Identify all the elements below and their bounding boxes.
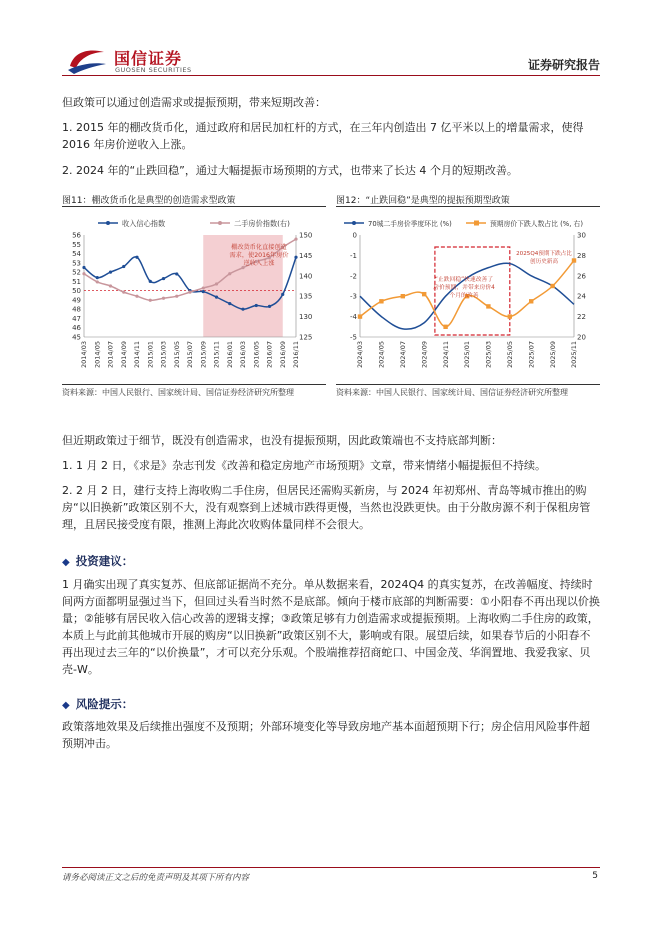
series-1-point (215, 296, 218, 299)
fig11-annotation: 需求，使2016年房价 (229, 252, 289, 259)
y-tick-label-left: -4 (350, 313, 357, 322)
fig12-plot (350, 232, 586, 369)
legend-label-1: 70城二手房价季度环比 (%) (368, 219, 452, 228)
x-tick-label: 2025/01 (463, 341, 472, 369)
invest-section-title (62, 553, 133, 569)
y-tick-label-right: 26 (577, 272, 586, 281)
x-tick-label: 2024/05 (377, 341, 386, 369)
y-tick-label-left: -2 (350, 272, 357, 281)
fig11-chart (62, 209, 328, 384)
fig12-title: 图12：“止跌回稳”是典型的提振预期型政策 (336, 196, 510, 206)
x-tick-label: 2024/07 (399, 341, 407, 369)
paragraph-policy-1: 1. 1 月 2 日，《求是》杂志刊发《改善和稳定房地产市场预期》文章，带来情绪小幅提振但不持续。 (62, 459, 546, 472)
fig12-chart (336, 209, 602, 384)
series-1-point (109, 270, 112, 273)
series-1-point (162, 277, 165, 280)
y-tick-label-left: 55 (72, 240, 81, 249)
series-2-point (422, 292, 426, 296)
series-2-point (358, 314, 362, 318)
series-2-point (175, 295, 178, 298)
y-tick-label-right: 28 (577, 251, 586, 260)
series-1-point (294, 256, 297, 259)
x-tick-label: 2014/07 (106, 341, 115, 369)
diamond-bullet-icon: ◆ (62, 557, 70, 568)
series-1-point (202, 290, 205, 293)
fig11-source: 资料来源：中国人民银行、国家统计局、国信证券经济研究所整理 (62, 388, 294, 397)
series-2-point (215, 282, 218, 285)
fig11-annotation: 棚改货币化直接创造 (231, 244, 287, 251)
x-tick-label: 2014/05 (93, 341, 102, 369)
y-tick-label-left: 47 (72, 314, 81, 323)
y-tick-label-right: 130 (299, 313, 313, 322)
x-tick-label: 2014/11 (133, 341, 142, 369)
series-2-point (202, 286, 205, 289)
y-tick-label-left: 46 (72, 324, 81, 333)
x-tick-label: 2014/09 (119, 341, 128, 369)
x-tick-label: 2016/05 (252, 341, 261, 369)
y-tick-label-left: 54 (72, 250, 81, 259)
report-type: 证券研究报告 (527, 58, 600, 72)
series-1-point (122, 265, 125, 268)
x-tick-label: 2016/09 (278, 341, 287, 369)
series-1-point (175, 272, 178, 275)
fig12-annotation: “止跌回稳”快速改善了 (434, 277, 494, 283)
y-tick-label-left: 48 (72, 305, 81, 314)
fig12-annotation: 房价预期，并带来房价4 (433, 285, 495, 291)
fig12-annotation: 个月的改善 (449, 293, 479, 299)
y-tick-label-left: -3 (350, 292, 357, 301)
legend-label-2: 预期房价下跌人数占比 (%, 右) (490, 219, 584, 228)
x-tick-label: 2024/09 (420, 341, 429, 369)
legend-marker-1 (106, 221, 110, 225)
series-2-point (443, 325, 447, 329)
fig12-legend (344, 219, 583, 228)
x-tick-label: 2025/05 (506, 341, 514, 369)
series-2-point (122, 291, 125, 294)
series-2-point (294, 237, 297, 240)
x-tick-label: 2015/07 (186, 341, 195, 369)
y-tick-label-left: -1 (350, 251, 357, 260)
series-2-point (135, 295, 138, 298)
y-tick-label-right: 135 (299, 292, 313, 301)
fig12-annotation-2: 2025Q4预期下跌占比 (516, 251, 572, 257)
y-tick-label-left: 52 (72, 268, 81, 277)
series-2-point (572, 258, 576, 262)
fig12-source: 资料来源：中国人民银行、国家统计局、国信证券经济研究所整理 (336, 388, 568, 397)
legend-marker-1 (352, 221, 356, 225)
y-tick-label-right: 145 (299, 251, 313, 260)
x-tick-label: 2014/03 (80, 341, 89, 369)
fig12-annotation-2: 创历史新高 (530, 259, 558, 265)
series-2-point (508, 314, 512, 318)
series-1-point (228, 302, 231, 305)
footer-rule (62, 867, 600, 868)
paragraph-intro: 但政策可以通过创造需求或提振预期，带来短期改善： (62, 96, 326, 109)
x-tick-label: 2024/03 (356, 341, 365, 369)
paragraph-policy-2: 2. 2 月 2 日，建行支持上海收购二手住房，但居民还需购买新房，与 2024 年初郑州、青岛等城市推出的购房“以旧换新”政策区别不大，没有观察到上述城市跌得更慢，当然也没跌更快。由于分散房源不利于保租房管理，且居民接受度有限，推测上海此次收购体量同样不会很大。 (62, 484, 591, 531)
legend-label-1: 收入信心指数 (122, 218, 166, 228)
x-tick-label: 2015/09 (199, 341, 208, 369)
x-tick-label: 2015/05 (172, 341, 181, 369)
x-tick-label: 2025/07 (527, 341, 536, 369)
series-2-point (401, 294, 405, 298)
page-number: 5 (592, 871, 598, 881)
invest-body: 1 月确实出现了真实复苏、但底部证据尚不充分。单从数据来看，2024Q4 的真实复苏，在改善幅度、持续时间两方面都明显强过当下，但回过头看当时然不是底部。倾向于楼市底部的判断需要：①小阳春不再出现以价换量；②能够有居民收入信心改善的逻辑支撑；③政策足够有力创造需求或提振预期。上海收购二手住房的政策，本质上与此前其他城市开展的购房“以旧换新”政策区别不大，影响或有限。展望后续，如果春节后的小阳春不再出现过去三年的“以价换量”，才可以充分乐观。个股端推荐招商蛇口、中国金茂、华润置地、我爱我家、贝壳-W。 (62, 578, 600, 676)
diamond-bullet-icon: ◆ (62, 700, 70, 711)
series-1-point (82, 266, 85, 269)
series-2-point (82, 272, 85, 275)
series-2-point (188, 291, 191, 294)
x-tick-label: 2016/07 (265, 341, 274, 369)
fig12-bottom-rule (336, 384, 600, 385)
paragraph-policy-detail: 但近期政策过于细节，既没有创造需求，也没有提振预期，因此政策端也不支持底部判断： (62, 434, 502, 447)
series-1-point (135, 256, 138, 259)
legend-marker-2 (218, 221, 222, 225)
fig11-plot (72, 232, 312, 369)
fig11-bottom-rule (62, 384, 326, 385)
series-2-point (96, 280, 99, 283)
x-tick-label: 2015/11 (212, 341, 221, 369)
series-1-point (96, 276, 99, 279)
fig12-title-rule (336, 206, 600, 207)
series-2-point (486, 304, 490, 308)
y-tick-label-right: 140 (299, 272, 313, 281)
y-tick-label-left: 49 (72, 296, 81, 305)
header-rule (62, 75, 600, 76)
y-tick-label-left: 56 (72, 231, 81, 240)
y-tick-label-left: -5 (350, 333, 357, 342)
series-2-point (379, 299, 383, 303)
paragraph-point-1: 1. 2015 年的棚改货币化，通过政府和居民加杠杆的方式，在三年内创造出 7 亿平米以上的增量需求，使得 2016 年房价逆收入上涨。 (62, 121, 584, 151)
y-tick-label-left: 0 (352, 231, 357, 240)
x-tick-label: 2015/03 (159, 341, 168, 369)
y-tick-label-left: 53 (72, 259, 81, 268)
x-tick-label: 2025/09 (548, 341, 557, 369)
paragraph-point-2: 2. 2024 年的“止跌回稳”，通过大幅提振市场预期的方式，也带来了长达 4 个月的短期改善。 (62, 164, 518, 177)
x-tick-label: 2025/11 (570, 341, 579, 369)
y-tick-label-left: 50 (72, 287, 81, 296)
y-tick-label-right: 150 (299, 231, 313, 240)
series-2-point (529, 299, 533, 303)
series-1-point (149, 280, 152, 283)
logo-en-text: GUOSEN SECURITIES (115, 66, 192, 74)
legend-marker-2 (474, 221, 479, 226)
fig11-annotation: 逆收入上涨 (243, 260, 275, 267)
x-tick-label: 2016/01 (225, 341, 234, 369)
y-tick-label-right: 20 (577, 333, 586, 342)
fig11-legend (98, 219, 290, 228)
x-tick-label: 2024/11 (441, 341, 450, 369)
footer-disclaimer: 请务必阅读正文之后的免责声明及其项下所有内容 (62, 873, 250, 883)
y-tick-label-right: 125 (299, 333, 313, 342)
series-1-point (281, 293, 284, 296)
series-1-point (268, 305, 271, 308)
y-tick-label-right: 30 (577, 231, 586, 240)
legend-label-2: 二手房价指数(右) (234, 218, 290, 228)
risk-body: 政策落地效果及后续推出强度不及预期；外部环境变化等导致房地产基本面超预期下行；房企信用风险事件超预期冲击。 (62, 720, 590, 750)
invest-title-text: 投资建议： (75, 554, 134, 568)
x-tick-label: 2016/03 (239, 341, 248, 369)
series-2-point (162, 297, 165, 300)
y-tick-label-right: 22 (577, 313, 586, 322)
x-tick-label: 2025/03 (484, 341, 493, 369)
series-2-point (550, 284, 554, 288)
series-1-point (255, 304, 258, 307)
x-tick-label: 2016/11 (292, 341, 301, 369)
risk-section-title (62, 696, 133, 712)
series-2-point (109, 284, 112, 287)
x-tick-label: 2015/01 (146, 341, 155, 369)
series-1-point (241, 308, 244, 311)
risk-title-text: 风险提示： (75, 697, 134, 711)
fig11-title: 图11：棚改货币化是典型的创造需求型政策 (62, 196, 236, 206)
highlight-box (435, 247, 510, 335)
series-2-point (228, 272, 231, 275)
logo-cn-text: 国信证券 (114, 49, 183, 68)
guosen-logo-icon (66, 46, 108, 74)
series-2-point (149, 299, 152, 302)
y-tick-label-left: 51 (72, 277, 81, 286)
y-tick-label-left: 45 (72, 333, 81, 342)
y-tick-label-right: 24 (577, 292, 586, 301)
fig11-title-rule (62, 206, 326, 207)
